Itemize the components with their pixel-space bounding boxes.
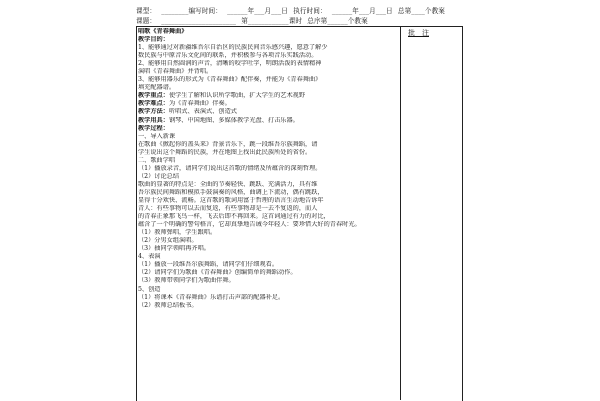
goals-heading: 教学目的： bbox=[138, 36, 169, 44]
difficulty-row: 教学难点：为《青春舞曲》伴奏。 bbox=[138, 100, 231, 108]
goals-list bbox=[138, 44, 396, 92]
lesson-title: 唱歌《青春舞曲》 bbox=[138, 28, 188, 35]
goal-line: 1、能够通过对新疆维吾尔自治区的民族民间音乐感兴趣，愿意了解少 bbox=[138, 44, 328, 52]
lesson-type-label: 课型： bbox=[136, 7, 157, 15]
topic-label: 课题： bbox=[136, 17, 157, 25]
goal-line: 数民族与中原音乐文化间的联系，并积极参与各项音乐实践活动。 bbox=[138, 52, 318, 60]
process-line: 歌曲的显著的特点是：全曲的节奏轻快、跳跃、充满活力，具有维 bbox=[138, 180, 318, 188]
period-field: 第____________课时 bbox=[241, 17, 303, 25]
process-line: （1）将课本《青春舞曲》乐谱打击声部的配器补足。 bbox=[138, 293, 285, 301]
process-heading: 教学过程： bbox=[138, 124, 169, 132]
process-line: 一、导入新课 bbox=[138, 132, 176, 140]
process-line: 蕴含了一个明确的警句格言，它却真挚地告诫今年轻人：要珍惜大好的青春时光。 bbox=[138, 221, 361, 229]
process-line: （3）抽同学领唱再齐唱。 bbox=[138, 245, 210, 253]
sequence-field: 总序第______个教案 bbox=[307, 17, 368, 25]
key-point-row: 教学重点：使学生了解和认识所学歌曲，扩大学生的艺术视野 bbox=[138, 92, 306, 100]
header-row-2 bbox=[136, 15, 371, 25]
process-line: （2）讨论总结 bbox=[138, 172, 180, 180]
process-line: （2）请同学们为歌曲《青春舞曲》创编简单的舞蹈动作。 bbox=[138, 269, 297, 277]
process-line: 在歌曲《掀起你的盖头来》背景音乐下，跳一段维吾尔族舞蹈，请 bbox=[138, 140, 318, 148]
process-line: 的青春正象那飞鸟一样，飞去后即不再回来。这首词通过有力的对比， bbox=[138, 213, 330, 221]
method-row: 教学方法：听唱式、表演式、创造式 bbox=[138, 108, 237, 116]
goal-line: 3、能够用器乐的形式为《青春舞曲》配伴奏，并能为《青春舞曲》 bbox=[138, 76, 322, 84]
write-date-field: ______年___月___日 bbox=[227, 7, 288, 15]
process-line: 青人：有些事物可以去而复返，有些事物却是一去不复返的，而人 bbox=[138, 205, 318, 213]
process-line: 学生说出这个舞蹈的民族，并在地图上找出此民族所处的省份。 bbox=[138, 148, 312, 156]
process-line: 二、歌曲学唱 bbox=[138, 156, 176, 164]
execute-time-label: 执行时间： bbox=[293, 7, 327, 15]
tools-row: 教学用具：钢琴、中国地图、多媒体教学光盘、打击乐器。 bbox=[138, 116, 299, 124]
process-line: （2）分男女组演唱。 bbox=[138, 237, 198, 245]
process-line: 吾尔族民间舞蹈和模拟手鼓演奏的风格，曲调上下流动，偶有跳跃， bbox=[138, 188, 324, 196]
column-divider bbox=[400, 26, 401, 400]
process-line: （3）教师带领同学们为歌曲伴舞。 bbox=[138, 277, 235, 285]
header-row-1 bbox=[136, 5, 448, 15]
process-line: 显得十分欢快、流畅。这首歌的歌词用富于哲理的语言生动地告诉年 bbox=[138, 196, 324, 204]
process-list bbox=[138, 133, 396, 310]
process-line: （1）播放一段维吾尔族舞蹈，请同学们仔细观看。 bbox=[138, 261, 279, 269]
topic-field: ______________________ bbox=[161, 17, 237, 25]
execute-date-field: ______年___月___日 bbox=[331, 7, 393, 15]
write-time-field: ________编写时间： bbox=[161, 7, 222, 15]
process-line: 4、表演 bbox=[138, 253, 161, 261]
goal-line: 演唱《青春舞曲》并背唱。 bbox=[138, 68, 213, 76]
goal-line: 2、能够用自然圆润的声音，清晰的咬字吐字，明朗活泼的表情精神 bbox=[138, 60, 322, 68]
annotation-column-header: 批 注 bbox=[408, 29, 429, 37]
lesson-content bbox=[138, 28, 396, 310]
process-line: 5、创造 bbox=[138, 285, 161, 293]
process-line: （1）教师弹唱，学生跟唱。 bbox=[138, 229, 217, 237]
total-plan-field: 总第____个教案 bbox=[397, 7, 445, 15]
goal-line: 填充配器谱。 bbox=[138, 84, 176, 92]
process-line: （1）播放录音，请同学们说出这首歌的情绪及所蕴含的深刻哲理。 bbox=[138, 164, 322, 172]
process-line: （2）教师总结板书。 bbox=[138, 301, 198, 309]
